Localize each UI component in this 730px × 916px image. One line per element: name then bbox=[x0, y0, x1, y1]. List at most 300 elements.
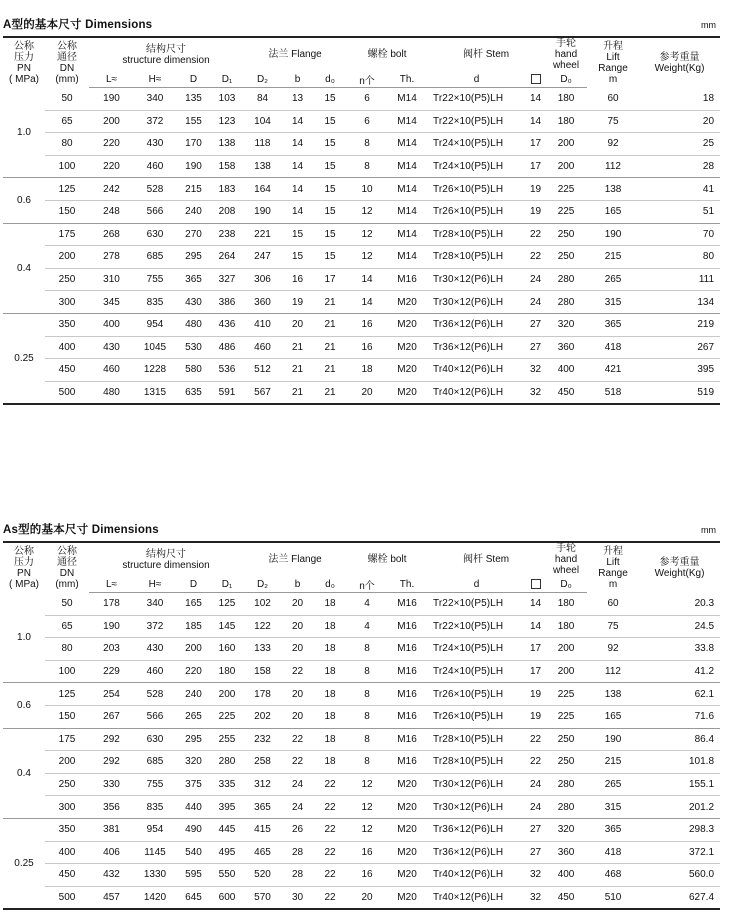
table-cell: 22 bbox=[282, 751, 313, 774]
table-cell: 183 bbox=[211, 178, 243, 201]
table-cell: M20 bbox=[387, 336, 427, 359]
handwheel-line: 手轮 bbox=[556, 38, 577, 49]
table-cell: M16 bbox=[387, 728, 427, 751]
table-cell: 215 bbox=[587, 246, 639, 269]
table-cell: 19 bbox=[526, 683, 545, 706]
table-cell: 460 bbox=[134, 660, 176, 683]
table-cell: 10 bbox=[347, 178, 387, 201]
table-cell: 570 bbox=[243, 886, 282, 909]
table-cell: 12 bbox=[347, 773, 387, 796]
table-cell: 247 bbox=[243, 246, 282, 269]
pn-value: 0.4 bbox=[3, 223, 45, 313]
table-cell: 295 bbox=[176, 246, 211, 269]
table-cell: 200 bbox=[45, 751, 89, 774]
table-cell: 21 bbox=[313, 381, 347, 404]
table-cell: 50 bbox=[45, 593, 89, 616]
dn-line: (mm) bbox=[55, 578, 79, 590]
table-cell: 22 bbox=[313, 818, 347, 841]
table-cell: Tr36×12(P6)LH bbox=[427, 841, 526, 864]
table-row bbox=[3, 773, 720, 796]
dn-line: DN bbox=[59, 62, 75, 74]
table-header bbox=[3, 542, 720, 593]
table-cell: 298.3 bbox=[639, 818, 720, 841]
table-cell: 630 bbox=[134, 728, 176, 751]
table-cell: M14 bbox=[387, 110, 427, 133]
table-cell: 8 bbox=[347, 683, 387, 706]
table-row bbox=[3, 336, 720, 359]
table-cell: 280 bbox=[545, 291, 587, 314]
table-cell: 86.4 bbox=[639, 728, 720, 751]
lift-line: Range bbox=[598, 567, 628, 579]
handwheel-line: wheel bbox=[552, 60, 580, 71]
table-cell: 27 bbox=[526, 336, 545, 359]
table-cell: 21 bbox=[313, 359, 347, 382]
table-cell: 8 bbox=[347, 728, 387, 751]
dimensions-table bbox=[3, 36, 720, 405]
table-cell: 27 bbox=[526, 841, 545, 864]
table-cell: 250 bbox=[545, 246, 587, 269]
table-cell: 255 bbox=[211, 728, 243, 751]
table-cell: 457 bbox=[89, 886, 134, 909]
header-structure bbox=[89, 542, 243, 576]
table-cell: 4 bbox=[347, 593, 387, 616]
table-cell: 17 bbox=[526, 133, 545, 156]
table-cell: 685 bbox=[134, 246, 176, 269]
subheader-cell: d₀ bbox=[313, 71, 347, 88]
table-cell: 22 bbox=[313, 841, 347, 864]
table-cell: 567 bbox=[243, 381, 282, 404]
table-cell: 32 bbox=[526, 864, 545, 887]
handwheel-line: hand bbox=[554, 554, 578, 565]
subheader-cell: Th. bbox=[387, 576, 427, 593]
subheader-cell: D bbox=[176, 576, 211, 593]
table-body bbox=[3, 593, 720, 910]
table-cell: 12 bbox=[347, 818, 387, 841]
section-title: A型的基本尺寸 Dimensions bbox=[3, 19, 153, 31]
table-cell: 18 bbox=[313, 593, 347, 616]
header-stem: 阀杆 Stem bbox=[462, 49, 510, 60]
table-cell: 21 bbox=[282, 336, 313, 359]
table-cell: 375 bbox=[176, 773, 211, 796]
table-row bbox=[3, 683, 720, 706]
table-cell: 430 bbox=[176, 291, 211, 314]
table-cell: 528 bbox=[134, 683, 176, 706]
table-cell: 14 bbox=[282, 200, 313, 223]
table-cell: 18 bbox=[313, 728, 347, 751]
table-cell: 528 bbox=[134, 178, 176, 201]
table-cell: 267 bbox=[89, 705, 134, 728]
table-cell: 190 bbox=[176, 155, 211, 178]
table-cell: M20 bbox=[387, 841, 427, 864]
table-cell: Tr22×10(P5)LH bbox=[427, 593, 526, 616]
table-row bbox=[3, 223, 720, 246]
table-cell: 21 bbox=[313, 336, 347, 359]
table-cell: Tr36×12(P6)LH bbox=[427, 818, 526, 841]
table-cell: M16 bbox=[387, 705, 427, 728]
table-cell: 13 bbox=[282, 88, 313, 111]
header-lift bbox=[587, 542, 639, 593]
table-row bbox=[3, 291, 720, 314]
table-cell: 360 bbox=[545, 336, 587, 359]
table-cell: 510 bbox=[587, 886, 639, 909]
table-cell: 201.2 bbox=[639, 796, 720, 819]
table-cell: 80 bbox=[639, 246, 720, 269]
table-cell: Tr26×10(P5)LH bbox=[427, 683, 526, 706]
table-cell: 264 bbox=[211, 246, 243, 269]
table-cell: 280 bbox=[545, 268, 587, 291]
table-cell: 430 bbox=[134, 133, 176, 156]
table-cell: 954 bbox=[134, 313, 176, 336]
table-row bbox=[3, 178, 720, 201]
table-cell: Tr30×12(P6)LH bbox=[427, 268, 526, 291]
table-cell: 6 bbox=[347, 88, 387, 111]
subheader-cell: D₀ bbox=[545, 576, 587, 593]
table-row bbox=[3, 155, 720, 178]
pn-line: ( MPa) bbox=[9, 578, 39, 590]
table-cell: 16 bbox=[347, 313, 387, 336]
table-cell: 15 bbox=[282, 246, 313, 269]
table-cell: 21 bbox=[282, 381, 313, 404]
table-row bbox=[3, 313, 720, 336]
table-cell: 178 bbox=[89, 593, 134, 616]
table-cell: 28 bbox=[639, 155, 720, 178]
table-cell: 14 bbox=[347, 268, 387, 291]
subheader-cell: L≈ bbox=[89, 71, 134, 88]
dn-line: 公称 bbox=[57, 545, 77, 557]
table-cell: Tr36×12(P6)LH bbox=[427, 336, 526, 359]
table-cell: 835 bbox=[134, 796, 176, 819]
dimensions-section-a bbox=[3, 14, 720, 405]
subheader-cell: D₀ bbox=[545, 71, 587, 88]
unit-label: mm bbox=[701, 20, 716, 30]
table-cell: 15 bbox=[313, 246, 347, 269]
table-cell: 242 bbox=[89, 178, 134, 201]
table-cell: 480 bbox=[176, 313, 211, 336]
table-cell: 32 bbox=[526, 886, 545, 909]
dimensions-table bbox=[3, 541, 720, 910]
table-cell: 15 bbox=[313, 223, 347, 246]
table-cell: Tr28×10(P5)LH bbox=[427, 223, 526, 246]
table-cell: 60 bbox=[587, 593, 639, 616]
subheader-cell: H≈ bbox=[134, 576, 176, 593]
table-cell: 200 bbox=[545, 660, 587, 683]
header-stem: 阀杆 Stem bbox=[462, 554, 510, 565]
table-cell: 20 bbox=[639, 110, 720, 133]
table-cell: M16 bbox=[387, 683, 427, 706]
table-cell: 19 bbox=[526, 200, 545, 223]
table-cell: 180 bbox=[211, 660, 243, 683]
table-cell: 14 bbox=[347, 291, 387, 314]
table-cell: 1145 bbox=[134, 841, 176, 864]
table-cell: Tr24×10(P5)LH bbox=[427, 660, 526, 683]
table-cell: 190 bbox=[89, 615, 134, 638]
table-cell: 381 bbox=[89, 818, 134, 841]
table-cell: 20 bbox=[282, 683, 313, 706]
table-cell: 415 bbox=[243, 818, 282, 841]
table-cell: 22 bbox=[526, 751, 545, 774]
table-cell: 150 bbox=[45, 200, 89, 223]
table-cell: 138 bbox=[243, 155, 282, 178]
table-cell: 627.4 bbox=[639, 886, 720, 909]
table-cell: 345 bbox=[89, 291, 134, 314]
table-cell: 145 bbox=[211, 615, 243, 638]
table-cell: 406 bbox=[89, 841, 134, 864]
header-row bbox=[3, 542, 720, 576]
table-cell: 500 bbox=[45, 886, 89, 909]
table-cell: Tr40×12(P6)LH bbox=[427, 381, 526, 404]
table-cell: 250 bbox=[45, 773, 89, 796]
table-cell: 1315 bbox=[134, 381, 176, 404]
table-cell: 430 bbox=[89, 336, 134, 359]
subheader-cell: D bbox=[176, 71, 211, 88]
weight-line: Weight(Kg) bbox=[654, 62, 705, 74]
table-cell: 240 bbox=[176, 200, 211, 223]
table-cell: 465 bbox=[243, 841, 282, 864]
lift-line: m bbox=[608, 578, 618, 590]
header-structure bbox=[89, 37, 243, 71]
subheader-cell: n个 bbox=[347, 71, 387, 88]
square-icon bbox=[531, 74, 541, 84]
table-cell: Tr30×12(P6)LH bbox=[427, 291, 526, 314]
section-title-row bbox=[3, 519, 720, 541]
lift-line: Lift bbox=[606, 556, 620, 568]
table-cell: 133 bbox=[243, 638, 282, 661]
table-cell: 15 bbox=[313, 88, 347, 111]
table-cell: 75 bbox=[587, 615, 639, 638]
table-cell: 292 bbox=[89, 728, 134, 751]
table-cell: 635 bbox=[176, 381, 211, 404]
table-row bbox=[3, 615, 720, 638]
table-cell: 4 bbox=[347, 615, 387, 638]
table-cell: 460 bbox=[134, 155, 176, 178]
table-cell: 340 bbox=[134, 593, 176, 616]
table-cell: 418 bbox=[587, 336, 639, 359]
square-stem-header bbox=[526, 576, 545, 593]
pn-value: 1.0 bbox=[3, 88, 45, 178]
header-handwheel bbox=[545, 542, 587, 576]
weight-line: 参考重量 bbox=[659, 556, 700, 568]
table-cell: 365 bbox=[243, 796, 282, 819]
table-cell: 8 bbox=[347, 751, 387, 774]
table-cell: Tr22×10(P5)LH bbox=[427, 88, 526, 111]
table-cell: 15 bbox=[313, 200, 347, 223]
lift-line: 升程 bbox=[603, 40, 624, 52]
table-cell: 330 bbox=[89, 773, 134, 796]
table-cell: 70 bbox=[639, 223, 720, 246]
table-cell: 18 bbox=[313, 683, 347, 706]
table-cell: 14 bbox=[526, 88, 545, 111]
table-cell: 312 bbox=[243, 773, 282, 796]
table-cell: 12 bbox=[347, 200, 387, 223]
table-cell: M20 bbox=[387, 818, 427, 841]
table-cell: 22 bbox=[526, 223, 545, 246]
table-cell: 158 bbox=[211, 155, 243, 178]
table-cell: 200 bbox=[45, 246, 89, 269]
table-cell: 200 bbox=[545, 133, 587, 156]
table-cell: 65 bbox=[45, 615, 89, 638]
table-cell: 15 bbox=[313, 155, 347, 178]
table-cell: 112 bbox=[587, 155, 639, 178]
table-cell: 15 bbox=[313, 110, 347, 133]
table-cell: 14 bbox=[282, 178, 313, 201]
table-cell: 580 bbox=[176, 359, 211, 382]
table-cell: 1330 bbox=[134, 864, 176, 887]
table-cell: M14 bbox=[387, 88, 427, 111]
table-cell: Tr30×12(P6)LH bbox=[427, 773, 526, 796]
table-cell: 180 bbox=[545, 615, 587, 638]
table-cell: 278 bbox=[89, 246, 134, 269]
table-cell: 315 bbox=[587, 796, 639, 819]
table-cell: 80 bbox=[45, 133, 89, 156]
header-weight bbox=[639, 542, 720, 593]
table-row bbox=[3, 359, 720, 382]
table-cell: Tr28×10(P5)LH bbox=[427, 751, 526, 774]
lift-line: 升程 bbox=[603, 545, 624, 557]
table-cell: 20 bbox=[282, 615, 313, 638]
table-cell: 220 bbox=[89, 133, 134, 156]
table-cell: M20 bbox=[387, 381, 427, 404]
table-cell: M20 bbox=[387, 313, 427, 336]
table-row bbox=[3, 818, 720, 841]
table-cell: M16 bbox=[387, 615, 427, 638]
table-cell: 125 bbox=[211, 593, 243, 616]
table-cell: 15 bbox=[313, 133, 347, 156]
table-cell: 155.1 bbox=[639, 773, 720, 796]
square-stem-header bbox=[526, 71, 545, 88]
table-cell: 8 bbox=[347, 705, 387, 728]
pn-value: 0.25 bbox=[3, 313, 45, 404]
table-row bbox=[3, 796, 720, 819]
table-cell: 92 bbox=[587, 133, 639, 156]
table-cell: 270 bbox=[176, 223, 211, 246]
table-cell: 18 bbox=[313, 615, 347, 638]
pn-line: ( MPa) bbox=[9, 73, 39, 85]
dn-line: 公称 bbox=[57, 40, 77, 52]
lift-line: Range bbox=[598, 62, 628, 74]
table-row bbox=[3, 660, 720, 683]
table-cell: 20 bbox=[282, 313, 313, 336]
section-title: As型的基本尺寸 Dimensions bbox=[3, 524, 159, 536]
header-lift bbox=[587, 37, 639, 88]
table-cell: 12 bbox=[347, 223, 387, 246]
table-cell: 122 bbox=[243, 615, 282, 638]
table-cell: 250 bbox=[45, 268, 89, 291]
table-cell: M14 bbox=[387, 178, 427, 201]
table-cell: 165 bbox=[176, 593, 211, 616]
table-cell: Tr22×10(P5)LH bbox=[427, 110, 526, 133]
table-cell: 254 bbox=[89, 683, 134, 706]
table-cell: 20 bbox=[347, 381, 387, 404]
dn-line: 通径 bbox=[57, 51, 77, 63]
table-cell: Tr40×12(P6)LH bbox=[427, 886, 526, 909]
table-row bbox=[3, 88, 720, 111]
table-cell: 518 bbox=[587, 381, 639, 404]
table-cell: 372 bbox=[134, 615, 176, 638]
table-cell: 84 bbox=[243, 88, 282, 111]
table-cell: 450 bbox=[545, 381, 587, 404]
table-cell: M14 bbox=[387, 200, 427, 223]
table-cell: M16 bbox=[387, 268, 427, 291]
table-row bbox=[3, 133, 720, 156]
table-cell: 835 bbox=[134, 291, 176, 314]
table-cell: M16 bbox=[387, 751, 427, 774]
table-cell: 20 bbox=[282, 705, 313, 728]
subheader-cell: d bbox=[427, 71, 526, 88]
header-row bbox=[3, 37, 720, 71]
table-cell: 360 bbox=[243, 291, 282, 314]
table-cell: 265 bbox=[587, 268, 639, 291]
table-cell: Tr24×10(P5)LH bbox=[427, 638, 526, 661]
table-cell: 215 bbox=[587, 751, 639, 774]
table-cell: 118 bbox=[243, 133, 282, 156]
table-cell: 16 bbox=[347, 336, 387, 359]
table-cell: 327 bbox=[211, 268, 243, 291]
table-cell: Tr26×10(P5)LH bbox=[427, 705, 526, 728]
table-cell: 24 bbox=[526, 268, 545, 291]
table-cell: 17 bbox=[526, 638, 545, 661]
table-cell: 16 bbox=[347, 864, 387, 887]
table-cell: 18 bbox=[313, 751, 347, 774]
table-cell: 410 bbox=[243, 313, 282, 336]
table-cell: M20 bbox=[387, 359, 427, 382]
table-cell: 315 bbox=[587, 291, 639, 314]
handwheel-line: wheel bbox=[552, 565, 580, 576]
table-cell: 19 bbox=[526, 178, 545, 201]
table-cell: 138 bbox=[587, 683, 639, 706]
table-cell: 175 bbox=[45, 223, 89, 246]
table-cell: 630 bbox=[134, 223, 176, 246]
table-cell: M20 bbox=[387, 291, 427, 314]
table-cell: 225 bbox=[545, 705, 587, 728]
table-cell: 100 bbox=[45, 660, 89, 683]
table-cell: Tr36×12(P6)LH bbox=[427, 313, 526, 336]
table-row bbox=[3, 268, 720, 291]
table-cell: M16 bbox=[387, 593, 427, 616]
table-cell: 300 bbox=[45, 796, 89, 819]
table-cell: 1420 bbox=[134, 886, 176, 909]
pn-line: 压力 bbox=[14, 51, 34, 63]
table-cell: 200 bbox=[176, 638, 211, 661]
table-cell: Tr28×10(P5)LH bbox=[427, 728, 526, 751]
table-cell: 600 bbox=[211, 886, 243, 909]
table-cell: Tr24×10(P5)LH bbox=[427, 133, 526, 156]
table-cell: 12 bbox=[347, 796, 387, 819]
subheader-cell: D₂ bbox=[243, 576, 282, 593]
table-cell: 8 bbox=[347, 155, 387, 178]
table-header bbox=[3, 37, 720, 88]
table-cell: 400 bbox=[89, 313, 134, 336]
table-cell: 19 bbox=[282, 291, 313, 314]
table-cell: 400 bbox=[545, 864, 587, 887]
table-cell: 225 bbox=[545, 178, 587, 201]
table-cell: 111 bbox=[639, 268, 720, 291]
table-cell: 372.1 bbox=[639, 841, 720, 864]
table-cell: 21 bbox=[313, 291, 347, 314]
table-cell: 71.6 bbox=[639, 705, 720, 728]
structure-line: 结构尺寸 bbox=[146, 548, 186, 560]
table-cell: 280 bbox=[211, 751, 243, 774]
table-row bbox=[3, 593, 720, 616]
pn-value: 0.25 bbox=[3, 818, 45, 909]
table-cell: 360 bbox=[545, 841, 587, 864]
handwheel-line: 手轮 bbox=[556, 543, 577, 554]
table-cell: M20 bbox=[387, 796, 427, 819]
table-cell: 180 bbox=[545, 593, 587, 616]
table-cell: 418 bbox=[587, 841, 639, 864]
table-row bbox=[3, 110, 720, 133]
table-cell: 15 bbox=[313, 178, 347, 201]
table-cell: 30 bbox=[282, 886, 313, 909]
